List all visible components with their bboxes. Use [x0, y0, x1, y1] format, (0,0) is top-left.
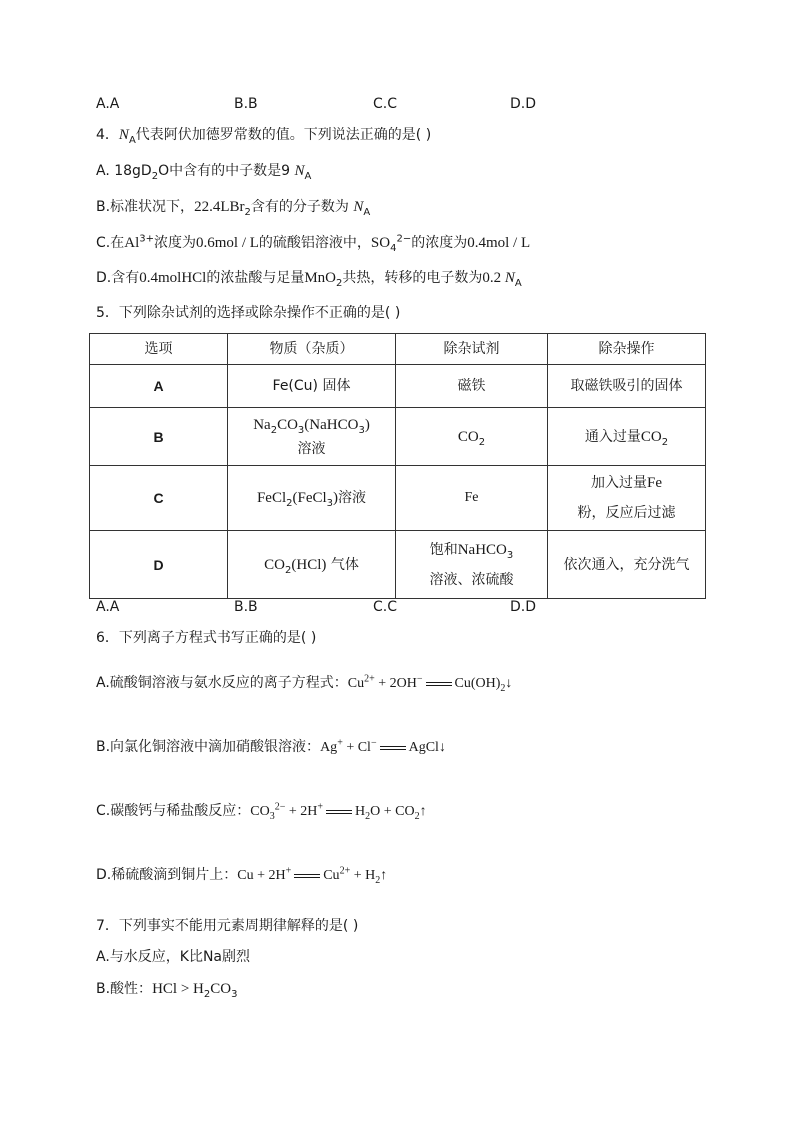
row-b-op-s: 2: [661, 436, 669, 448]
table-row: [90, 365, 706, 408]
row-c-operation: [548, 466, 706, 531]
row-c-reagent: Fe: [396, 466, 548, 531]
q6-c-r2: O + CO: [370, 804, 415, 819]
q6-d-r1-sup: 2+: [339, 865, 351, 877]
q6-c-l1: CO: [250, 804, 270, 819]
q7-b-s1: 2: [203, 988, 211, 1000]
q4-c-mid2: 的硫酸铝溶液中，: [258, 235, 371, 251]
q6-a-l2-sup: −: [416, 673, 423, 685]
q4-d-hcl: 0.4molHCl: [139, 270, 207, 286]
q4-c-so-sub: 4: [390, 242, 397, 254]
q4-option-c[interactable]: [96, 233, 530, 253]
row-b-substance: [228, 408, 396, 466]
q4-b-mid: 含有的分子数为: [250, 199, 354, 215]
q4-c-mid3: 的浓度为: [411, 235, 468, 251]
q4-option-a[interactable]: [96, 161, 311, 181]
q4-c-conc2: 0.4mol / L: [467, 235, 531, 251]
q3-option-c[interactable]: C.C: [373, 96, 398, 112]
q5-option-a[interactable]: A.A: [96, 599, 120, 615]
q6-b-l2: + Cl: [342, 740, 371, 755]
q4-na-sub: A: [128, 134, 136, 146]
row-b-operation: [548, 408, 706, 466]
q4-b-pre: B.标准状况下，: [96, 199, 195, 215]
table-row: [90, 466, 706, 531]
q4-d-mno-sub: 2: [336, 277, 343, 289]
q4-b-na: N: [353, 199, 364, 215]
q6-b-r: AgCl: [408, 740, 439, 755]
q3-option-a[interactable]: A.A: [96, 96, 120, 112]
precipitate-arrow-icon: ↓: [438, 740, 446, 755]
q4-c-so: SO: [370, 235, 391, 251]
q6-d-r2: + H: [350, 868, 376, 883]
q6-c-r2-sub: 2: [414, 810, 420, 822]
q4-c-al-sup: 3+: [139, 233, 154, 245]
q4-c-so-sup: 2−: [396, 233, 412, 245]
row-d-option: D: [90, 531, 228, 599]
q6-d-r2-sub: 2: [375, 874, 381, 886]
row-d-reagent: [396, 531, 548, 599]
q4-option-d[interactable]: [96, 268, 522, 288]
q4-a-pre: A. 18gD: [96, 163, 152, 179]
q6-d-r1: Cu: [323, 868, 340, 883]
row-d-reagent-s: 3: [506, 549, 514, 561]
q4-c-pre: C.在: [96, 235, 125, 251]
q6-option-d[interactable]: [96, 865, 387, 886]
q4-d-mid2: 共热，转移的电子数为: [342, 270, 483, 286]
q5-table: [89, 333, 706, 599]
row-b-sub-s1: 2: [270, 424, 278, 436]
row-d-sub-cn: 气体: [326, 556, 359, 573]
q4-c-conc1: 0.6mol / L: [195, 235, 259, 251]
q6-a-r-sub: 2: [500, 682, 506, 694]
table-row: [90, 408, 706, 466]
q6-c-r1-sub: 2: [365, 810, 371, 822]
row-c-op-2: 粉，反应后过滤: [577, 505, 676, 521]
row-c-sub-f2: (FeCl: [292, 490, 327, 506]
q4-b-na-sub: A: [363, 206, 371, 218]
row-b-reagent-f: CO: [457, 428, 479, 445]
q7-option-b[interactable]: [96, 979, 237, 999]
q4-d-mid1: 的浓盐酸与足量: [206, 270, 305, 286]
precipitate-arrow-icon: ↓: [505, 676, 513, 691]
equals-sign: [426, 682, 452, 686]
row-c-sub-f1: FeCl: [256, 490, 287, 506]
row-c-substance: [228, 466, 396, 531]
header-option: 选项: [90, 334, 228, 365]
row-b-sub-f3: (NaHCO: [304, 416, 359, 433]
header-reagent: 除杂试剂: [396, 334, 548, 365]
q7-b-s2: 3: [231, 988, 238, 1000]
q4-a-sub: 2: [151, 170, 159, 182]
q6-c-equation: [250, 801, 427, 822]
q7-option-a[interactable]: A.与水反应，K比Na剧烈: [96, 949, 251, 965]
q5-option-d[interactable]: D.D: [510, 599, 537, 615]
q5-stem: 5．下列除杂试剂的选择或除杂操作不正确的是( ): [96, 305, 401, 321]
q3-options: [96, 96, 616, 116]
q6-c-l1-sub: 3: [269, 810, 275, 822]
q4-d-na: N: [504, 270, 515, 286]
row-d-sub-f1: CO: [264, 556, 285, 573]
row-a-substance: Fe(Cu) 固体: [228, 365, 396, 408]
row-c-sub-f3: ): [333, 490, 339, 506]
q6-option-c[interactable]: [96, 801, 427, 822]
row-c-sub-s1: 2: [286, 497, 293, 509]
q3-option-b[interactable]: B.B: [234, 96, 258, 112]
q6-b-l1-sup: +: [337, 737, 343, 749]
q6-c-l2-sup: +: [317, 801, 323, 813]
row-d-substance: [228, 531, 396, 599]
q7-b-f2: CO: [210, 981, 232, 997]
q7-b-pre: B.酸性：: [96, 981, 153, 997]
row-b-reagent-s: 2: [478, 436, 486, 448]
row-b-op-f: CO: [640, 428, 662, 445]
table-header-row: [90, 334, 706, 365]
q6-a-text: A.硫酸铜溶液与氨水反应的离子方程式：: [96, 675, 348, 691]
row-b-sub-f1: Na: [253, 416, 271, 433]
row-a-operation: 取磁铁吸引的固体: [548, 365, 706, 408]
equals-sign: [326, 810, 352, 814]
q4-a-mid: O中含有的中子数是9: [158, 163, 295, 179]
q6-b-l2-sup: −: [370, 737, 377, 749]
q4-stem: [96, 125, 431, 145]
q4-b-sub: 2: [244, 206, 251, 218]
q4-d-na-sub: A: [514, 277, 522, 289]
row-d-sub-f2: (HCl): [291, 556, 327, 573]
row-b-op-pre: 通入过量: [584, 428, 641, 445]
q5-options: [96, 599, 616, 619]
q4-a-na: N: [294, 163, 305, 179]
q5-option-b[interactable]: B.B: [234, 599, 258, 615]
q6-a-equation: [347, 673, 513, 694]
q6-c-l2: + 2H: [285, 804, 318, 819]
q6-a-l1-sup: 2+: [364, 673, 375, 685]
q6-d-l1: Cu + 2H: [237, 868, 286, 883]
q6-c-l1-sup: 2−: [274, 801, 286, 813]
q6-b-l1: Ag: [320, 740, 338, 755]
row-b-sub-f4: ): [364, 416, 370, 433]
row-d-reagent-2: 溶液、浓硫酸: [429, 571, 514, 588]
q6-d-l1-sup: +: [285, 865, 292, 877]
q7-stem: 7．下列事实不能用元素周期律解释的是( ): [96, 918, 359, 934]
q6-option-b[interactable]: [96, 737, 446, 758]
row-a-option: A: [90, 365, 228, 408]
row-b-reagent: [396, 408, 548, 466]
row-d-sub-s: 2: [285, 564, 292, 576]
q4-stem-text: 代表阿伏加德罗常数的值。下列说法正确的是( ): [135, 127, 432, 143]
equals-sign: [380, 746, 406, 750]
q6-d-text: D.稀硫酸滴到铜片上：: [96, 867, 238, 883]
q4-na: N: [118, 127, 129, 143]
q4-d-val: 0.2: [482, 270, 505, 286]
q6-a-r: Cu(OH): [454, 676, 501, 691]
row-c-sub-cn: 溶液: [338, 490, 367, 506]
row-d-reagent-1: 饱和: [429, 541, 458, 558]
row-b-sub-f2: CO: [277, 416, 298, 433]
header-operation: 除杂操作: [548, 334, 706, 365]
q6-option-a[interactable]: [96, 673, 512, 694]
row-b-sub-s3: 3: [358, 424, 365, 436]
q4-c-al: Al: [124, 235, 140, 251]
row-c-sub-s2: 3: [326, 497, 334, 509]
q6-b-equation: [320, 737, 446, 755]
table-row: [90, 531, 706, 599]
row-c-op-1: 加入过量: [591, 475, 647, 491]
row-b-sub-s2: 3: [297, 424, 305, 436]
q4-c-mid1: 浓度为: [153, 235, 196, 251]
q4-d-pre: D.含有: [96, 270, 140, 286]
row-b-sub-cn: 溶液: [297, 440, 326, 457]
q4-d-mno: MnO: [304, 270, 336, 286]
row-a-reagent: 磁铁: [396, 365, 548, 408]
equals-sign: [294, 874, 320, 878]
q4-b-formula: 22.4LBr: [194, 199, 245, 215]
q6-b-text: B.向氯化铜溶液中滴加硝酸银溶液：: [96, 739, 321, 755]
gas-arrow-icon: ↑: [380, 868, 388, 883]
row-b-option: B: [90, 408, 228, 466]
row-d-reagent-f: NaHCO: [457, 541, 507, 558]
q6-c-r1: H: [354, 804, 366, 819]
row-d-operation: 依次通入，充分洗气: [548, 531, 706, 599]
header-substance: 物质（杂质）: [228, 334, 396, 365]
row-c-option: C: [90, 466, 228, 531]
row-c-op-f: Fe: [647, 475, 662, 491]
gas-arrow-icon: ↑: [419, 804, 427, 819]
q6-stem: 6．下列离子方程式书写正确的是( ): [96, 630, 317, 646]
q6-a-l2: + 2OH: [374, 676, 417, 691]
q4-option-b[interactable]: [96, 197, 370, 217]
q6-d-equation: [237, 865, 388, 886]
q5-option-c[interactable]: C.C: [373, 599, 398, 615]
q6-c-text: C.碳酸钙与稀盐酸反应：: [96, 803, 251, 819]
q3-option-d[interactable]: D.D: [510, 96, 537, 112]
q4-a-na-sub: A: [304, 170, 312, 182]
q7-b-f1: HCl > H: [152, 981, 204, 997]
q6-a-l1: Cu: [347, 676, 365, 691]
q4-number: 4．: [96, 127, 119, 143]
